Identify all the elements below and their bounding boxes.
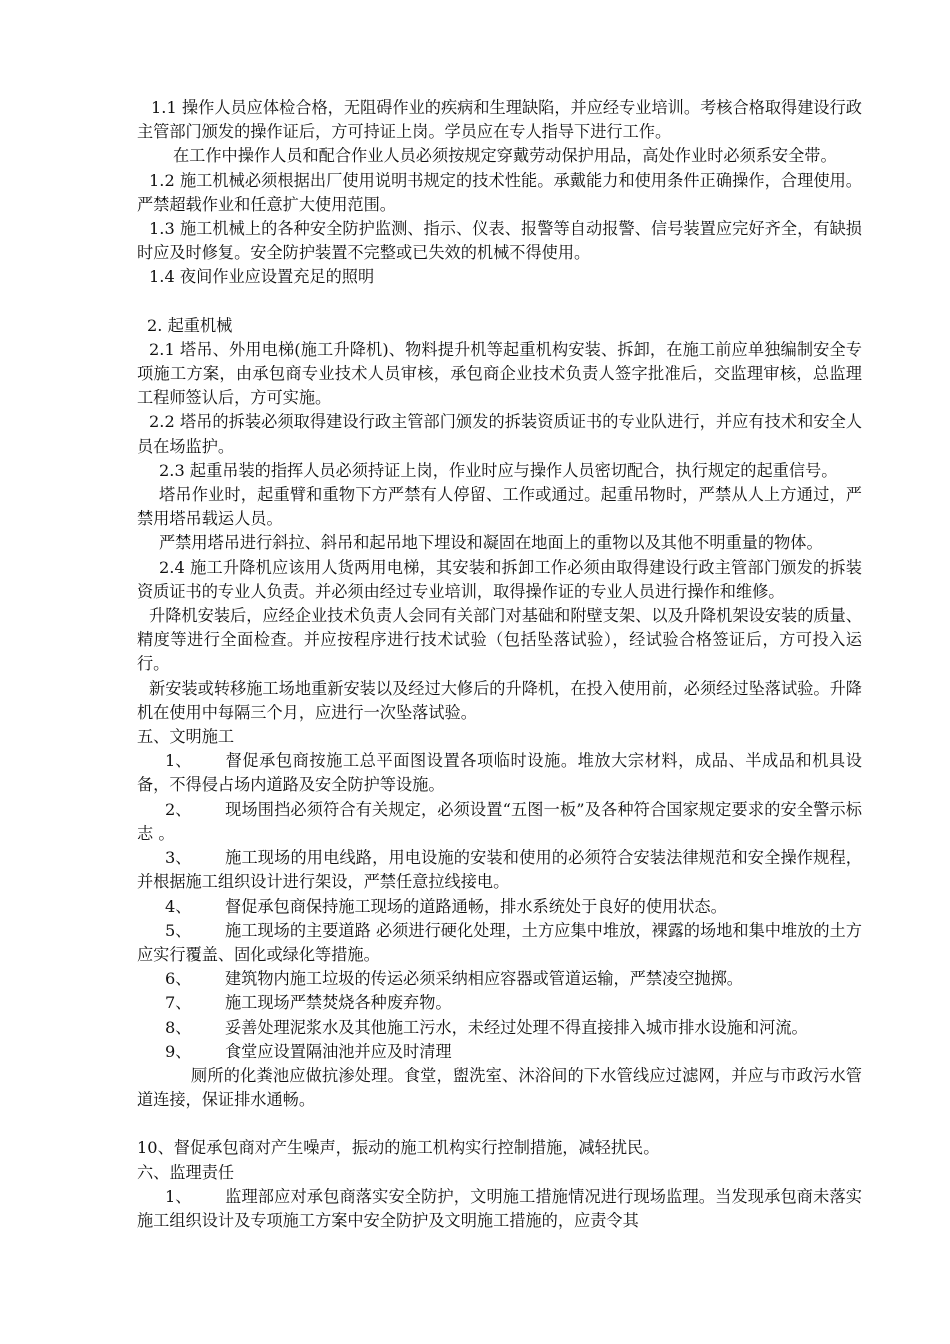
paragraph-septic-tank: 厕所的化粪池应做抗渗处理。食堂，盥洗室、沐浴间的下水管线应过滤网，并应与市政污水管道连接，保证排水通畅。	[137, 1065, 862, 1110]
paragraph-2-1: 2.1 塔吊、外用电梯(施工升降机)、物料提升机等起重机构安装、拆卸，在施工前应单独编制安全专项施工方案，由承包商专业技术人员审核，承包商企业技术负责人签字批准后，交监理审核，总监理工程师签认后，方可实施。	[137, 339, 862, 408]
list-item-number: 5、	[165, 920, 192, 940]
list-item	[137, 846, 862, 894]
list-item	[137, 1185, 862, 1233]
list-item-text: 施工现场的用电线路，用电设施的安装和使用的必须符合安装法律规范和安全操作规程，并根据施工组织设计进行架设，严禁任意拉线接电。	[137, 848, 862, 892]
paragraph-1-3: 1.3 施工机械上的各种安全防护监测、指示、仪表、报警等自动报警、信号装置应完好齐全，有缺损时应及时修复。安全防护装置不完整或已失效的机械不得使用。	[137, 219, 862, 263]
list-item-10: 10、督促承包商对产生噪声，振动的施工机构实行控制措施，减轻扰民。	[137, 1138, 660, 1158]
list-item-text: 督促承包商按施工总平面图设置各项临时设施。堆放大宗材料，成品、半成品和机具设备，不得侵占场内道路及安全防护等设施。	[137, 751, 862, 795]
list-item	[137, 1040, 862, 1064]
paragraph-protective-equipment: 在工作中操作人员和配合作业人员必须按规定穿戴劳动保护用品，高处作业时必须系安全带。	[173, 146, 837, 166]
list-item-text: 督促承包商保持施工现场的道路通畅，排水系统处于良好的使用状态。	[225, 896, 727, 916]
list-item-text: 妥善处理泥浆水及其他施工污水，未经过处理不得直接排入城市排水设施和河流。	[225, 1017, 808, 1037]
paragraph-2-4: 2.4 施工升降机应该用人货两用电梯，其安装和拆卸工作必须由取得建设行政主管部门颁发的拆装资质证书的专业人负责。并必须由经过专业培训，取得操作证的专业人员进行操作和维修。	[137, 557, 862, 601]
list-item-number: 2、	[165, 799, 192, 819]
list-item-number: 1、	[165, 751, 192, 771]
list-item	[137, 895, 862, 919]
list-item-text: 监理部应对承包商落实安全防护，文明施工措施情况进行现场监理。当发现承包商未落实施工组织设计及专项施工方案中安全防护及文明施工措施的，应责令其	[137, 1186, 862, 1230]
paragraph-1-4: 1.4 夜间作业应设置充足的照明	[149, 267, 375, 287]
section-heading-supervision-responsibility: 六、监理责任	[137, 1162, 235, 1182]
list-item-number: 8、	[165, 1017, 192, 1037]
list-item-number: 7、	[165, 993, 192, 1013]
list-item-text: 施工现场严禁焚烧各种废弃物。	[225, 993, 452, 1013]
paragraph-2-3: 2.3 起重吊装的指挥人员必须持证上岗，作业时应与操作人员密切配合，执行规定的起重信号。	[159, 460, 838, 480]
spacer	[137, 290, 862, 314]
list-item	[137, 798, 862, 846]
paragraph-2-2: 2.2 塔吊的拆装必须取得建设行政主管部门颁发的拆装资质证书的专业队进行，并应有技术和安全人员在场监护。	[137, 412, 862, 456]
list-item-number: 9、	[165, 1041, 192, 1061]
list-item	[137, 1016, 862, 1040]
spacer	[137, 1112, 862, 1136]
list-item-text: 现场围挡必须符合有关规定，必须设置“五图一板”及各种符合国家规定要求的安全警示标志 。	[137, 799, 862, 843]
list-item	[137, 991, 862, 1015]
section-heading-civilized-construction: 五、文明施工	[137, 727, 235, 747]
paragraph-tower-crane-operation: 塔吊作业时，起重臂和重物下方严禁有人停留、工作或通过。起重吊物时，严禁从人上方通过，严禁用塔吊载运人员。	[137, 485, 862, 529]
list-item-number: 3、	[165, 848, 192, 868]
list-item	[137, 749, 862, 797]
list-item	[137, 919, 862, 967]
paragraph-1-2: 1.2 施工机械必须根据出厂使用说明书规定的技术性能。承戴能力和使用条件正确操作，合理使用。严禁超载作业和任意扩大使用范围。	[137, 170, 862, 214]
section-heading-cranes: 2. 起重机械	[147, 315, 233, 335]
list-item-number: 4、	[165, 896, 192, 916]
list-item-number: 6、	[165, 969, 192, 989]
list-item-number: 1、	[165, 1186, 192, 1206]
list-item-text: 施工现场的主要道路 必须进行硬化处理，土方应集中堆放，裸露的场地和集中堆放的土方应实行覆盖、固化或绿化等措施。	[137, 920, 862, 964]
list-item-text: 建筑物内施工垃圾的传运必须采纳相应容器或管道运输，严禁凌空抛掷。	[225, 969, 743, 989]
list-item-text: 食堂应设置隔油池并应及时清理	[225, 1041, 452, 1061]
paragraph-drop-test: 新安装或转移施工场地重新安装以及经过大修后的升降机，在投入使用前，必须经过坠落试验。升降机在使用中每隔三个月，应进行一次坠落试验。	[137, 678, 862, 722]
paragraph-elevator-inspection: 升降机安装后，应经企业技术负责人会同有关部门对基础和附壁支架、以及升降机架设安装的质量、精度等进行全面检查。并应按程序进行技术试验（包括坠落试验），经试验合格签证后，方可投入运行。	[137, 606, 862, 674]
list-item	[137, 967, 862, 991]
paragraph-tower-crane-prohibition: 严禁用塔吊进行斜拉、斜吊和起吊地下埋设和凝固在地面上的重物以及其他不明重量的物体。	[159, 533, 823, 553]
paragraph-1-1: 1.1 操作人员应体检合格，无阻碍作业的疾病和生理缺陷，并应经专业培训。考核合格取得建设行政主管部门颁发的操作证后，方可持证上岗。学员应在专人指导下进行工作。	[137, 98, 862, 142]
